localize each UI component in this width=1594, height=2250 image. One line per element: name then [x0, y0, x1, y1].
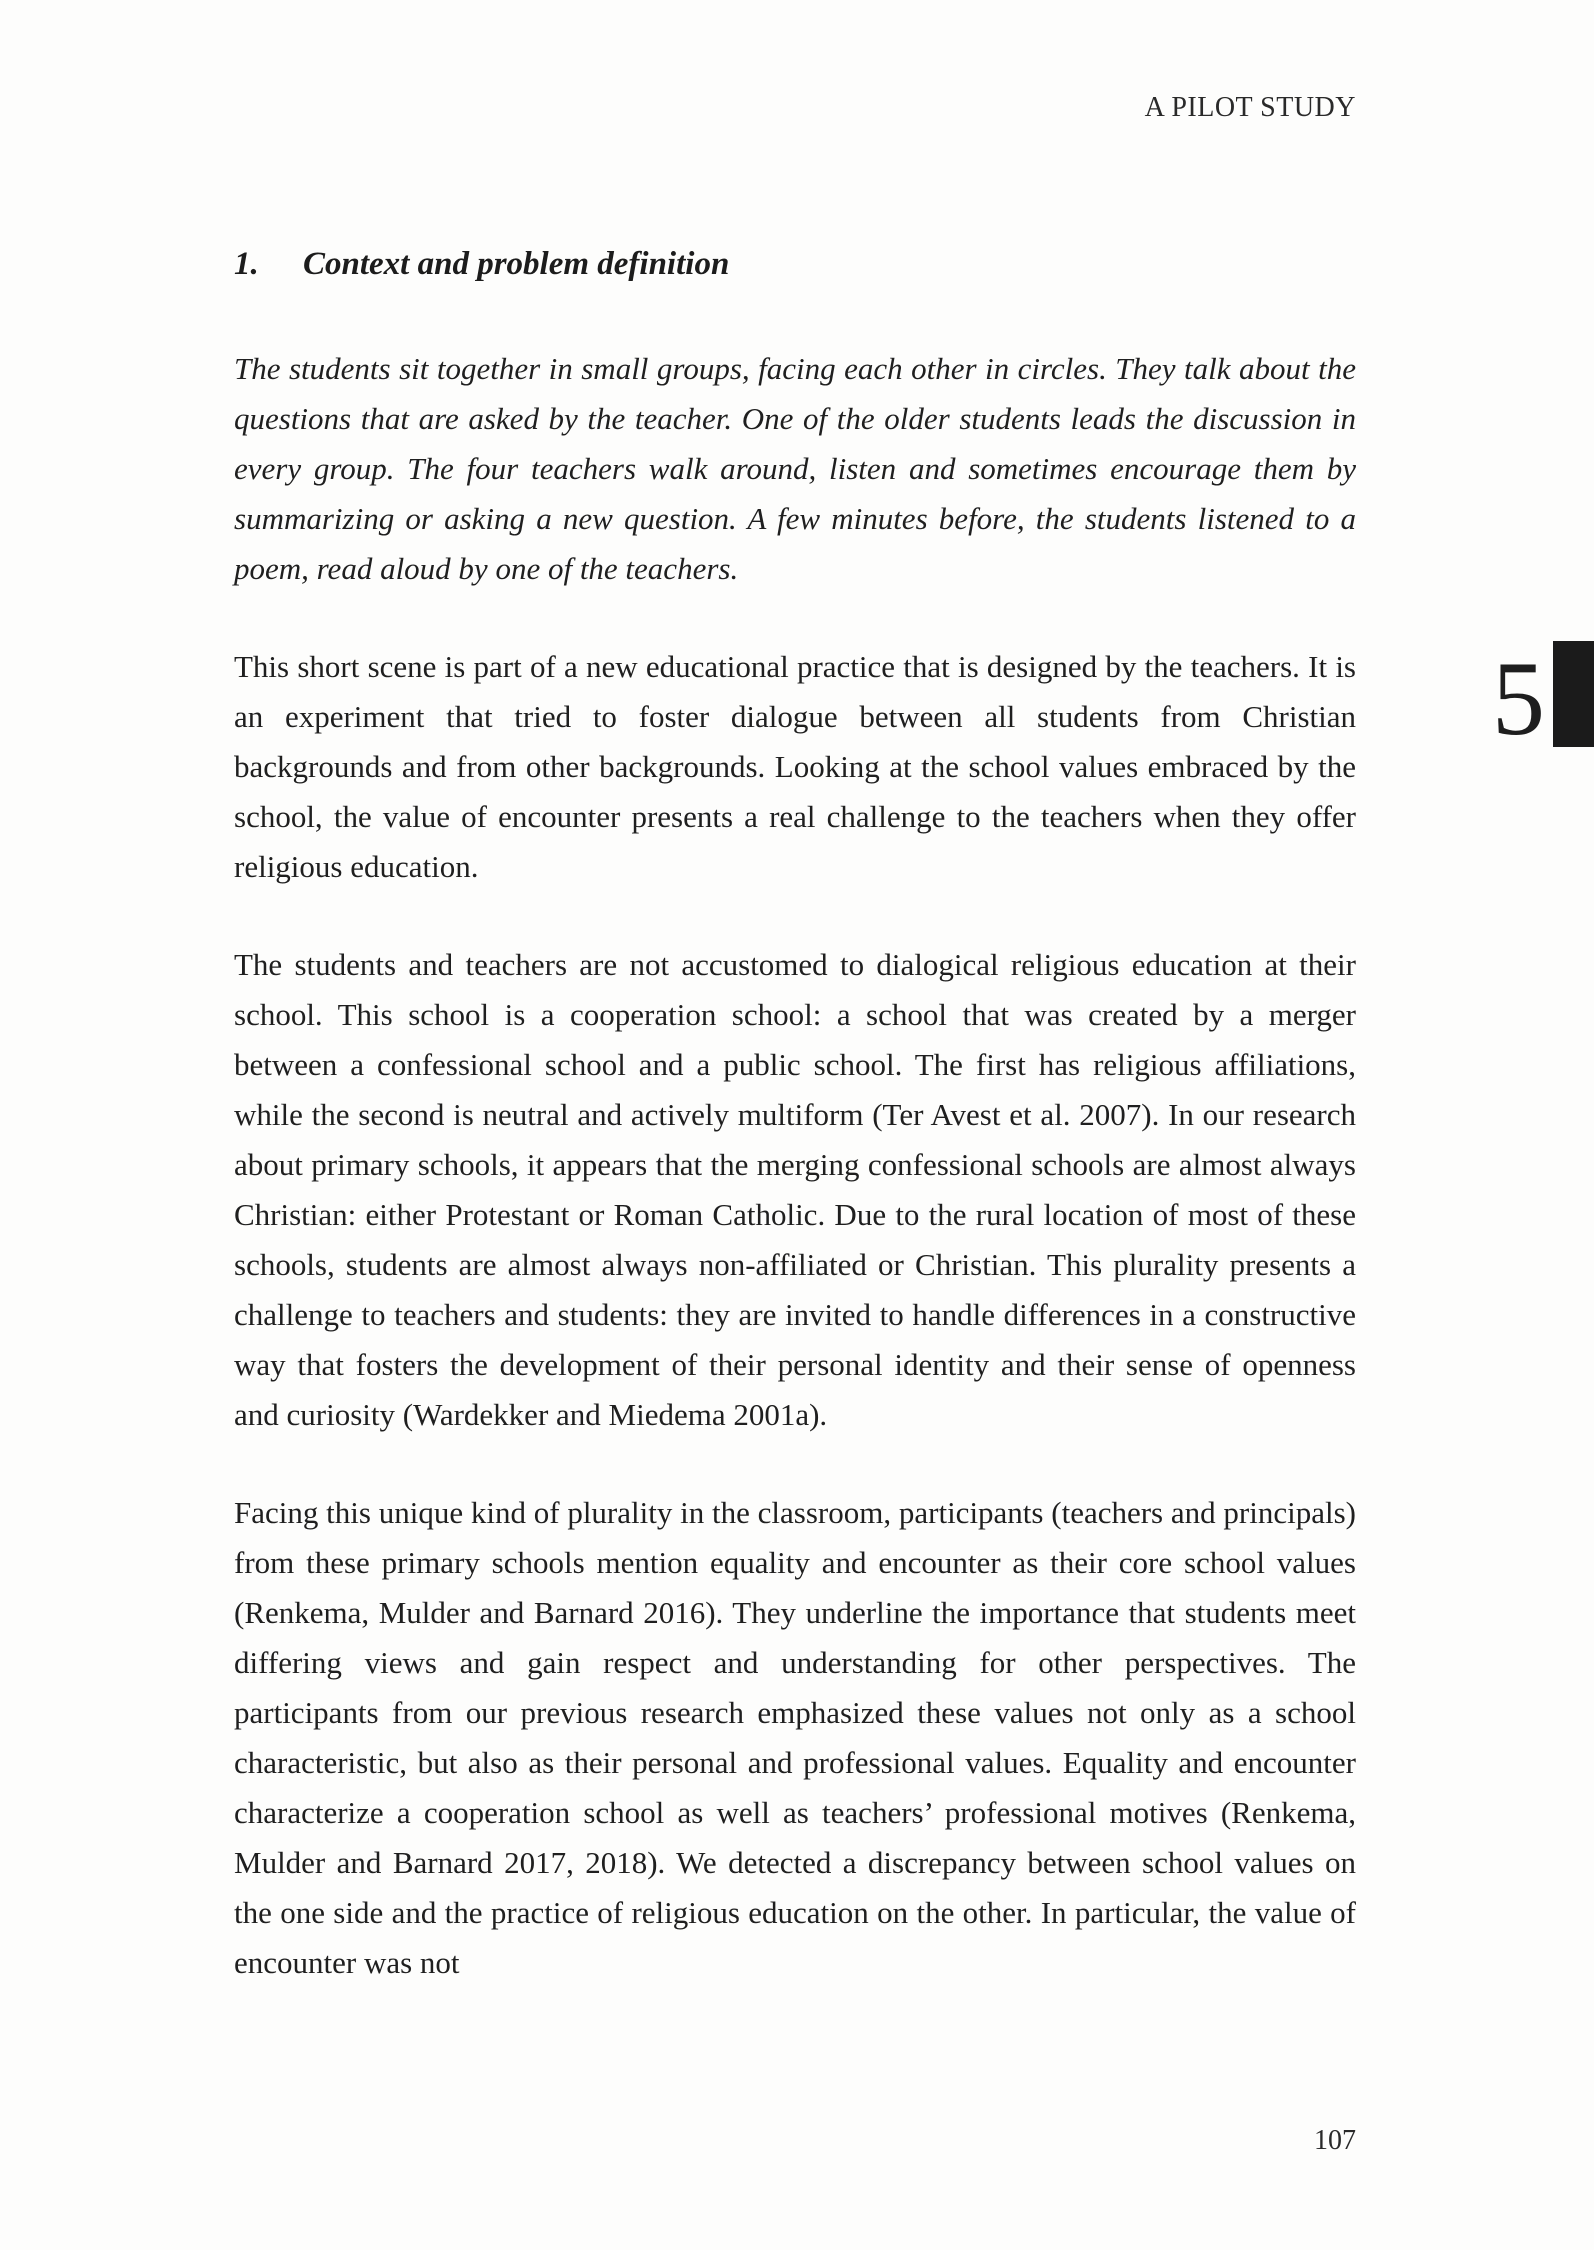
- paragraph-vignette: The students sit together in small groups, facing each other in circles. They talk about the questions that are asked by the teacher. One of the older students leads the discussion in every group. The four teachers walk around, listen and sometimes encourage them by summarizing or asking a new question. A few minutes before, the students listened to a poem, read aloud by one of the teachers.: [234, 351, 1356, 586]
- paragraph: The students and teachers are not accustomed to dialogical religious education at their school. This school is a cooperation school: a school that was created by a merger between a confessional school and a public school. The first has religious affiliations, while the second is neutral and actively multiform (Ter Avest et al. 2007). In our research about primary schools, it appears that the merging confessional schools are almost always Christian: either Protestant or Roman Catholic. Due to the rural location of most of these schools, students are almost always non-affiliated or Christian. This plurality presents a challenge to teachers and students: they are invited to handle differences in a constructive way that fosters the development of their personal identity and their sense of openness and curiosity (Wardekker and Miedema 2001a).: [234, 947, 1356, 1432]
- page-content: [234, 240, 1356, 2036]
- paragraph: Facing this unique kind of plurality in the classroom, participants (teachers and principals) from these primary schools mention equality and encounter as their core school values (Renkema, Mulder and Barnard 2016). They underline the importance that students meet differing views and gain respect and understanding for other perspectives. The participants from our previous research emphasized these values not only as a school characteristic, but also as their personal and professional values. Equality and encounter characterize a cooperation school as well as teachers’ professional motives (Renkema, Mulder and Barnard 2017, 2018). We detected a discrepancy between school values on the one side and the practice of religious education on the other. In particular, the value of encounter was not: [234, 1495, 1356, 1980]
- chapter-tab-bar: [1553, 641, 1594, 747]
- page-number: 107: [1314, 2125, 1356, 2156]
- paragraph: This short scene is part of a new educational practice that is designed by the teachers. It is an experiment that tried to foster dialogue between all students from Christian backgrounds and from other backgrounds. Looking at the school values embraced by the school, the value of encounter presents a real challenge to the teachers when they offer religious education.: [234, 649, 1356, 884]
- running-head: A PILOT STUDY: [1144, 92, 1356, 123]
- section-title: Context and problem definition: [303, 246, 730, 282]
- section-heading: [234, 240, 1356, 288]
- section-number: 1.: [234, 246, 259, 282]
- chapter-number: 5: [1492, 640, 1545, 757]
